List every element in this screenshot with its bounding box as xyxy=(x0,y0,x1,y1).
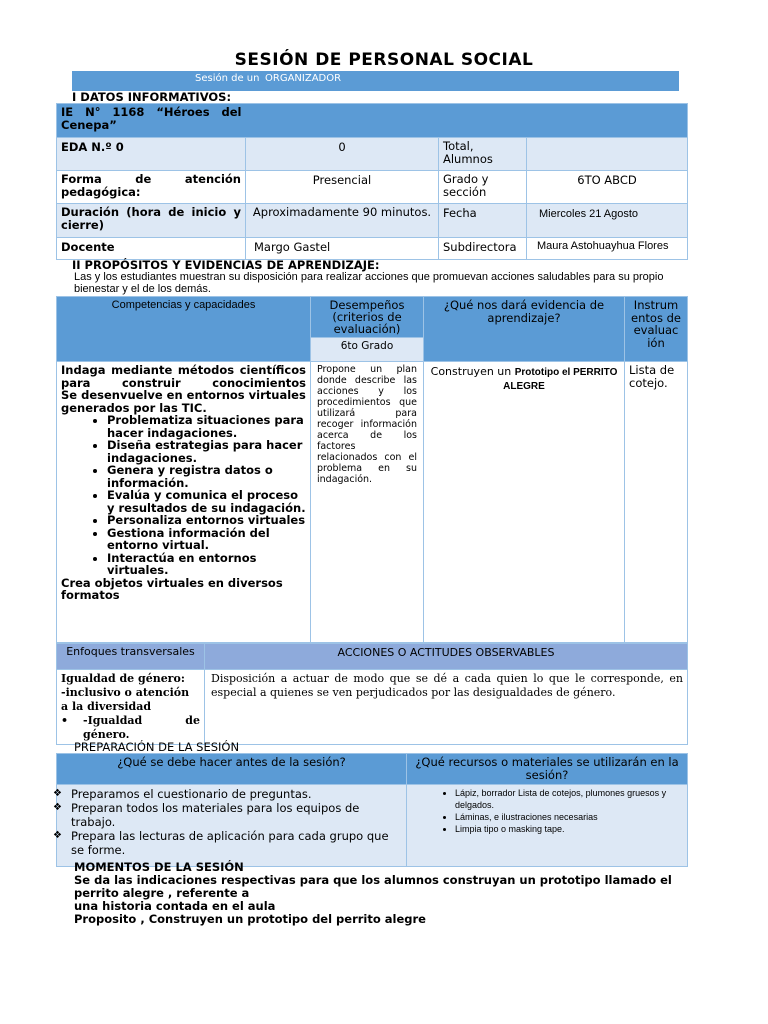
datos-heading: I DATOS INFORMATIVOS: xyxy=(72,90,232,104)
list-item: ❖ Preparamos el cuestionario de preguntas. xyxy=(53,787,312,801)
enfoques-table xyxy=(56,643,688,745)
list-item: • Interactúa en entornos virtuales. xyxy=(107,552,306,577)
col-antes: ¿Qué se debe hacer antes de la sesión? xyxy=(57,754,407,785)
fecha-value: Miercoles 21 Agosto xyxy=(527,204,688,238)
eda-label: EDA N.º 0 xyxy=(57,138,246,171)
list-item: ❖ Preparan todos los materiales para los equipos de trabajo. xyxy=(53,801,360,829)
competencia-crea: Crea objetos virtuales en diversos formatos xyxy=(61,575,283,602)
momentos-line-1: Se da las indicaciones respectivas para que los alumnos construyan un prototipo llamado el perrito alegre , referente a xyxy=(74,873,672,900)
session-type-bar xyxy=(72,71,679,91)
evidencia-product: Prototipo el PERRITO ALEGRE xyxy=(503,367,618,392)
datos-table xyxy=(56,103,688,260)
enfoque-genero: -Igualdad de género. xyxy=(83,714,200,741)
acciones-label: ACCIONES O ACTITUDES OBSERVABLES xyxy=(205,644,688,670)
momentos-line-3: Proposito , Construyen un prototipo del perrito alegre xyxy=(74,912,426,926)
duracion-label: Duración (hora de inicio y cierre) xyxy=(57,204,246,238)
diamond-bullet-icon: ❖ xyxy=(53,788,62,799)
list-item: • Gestiona información del entorno virtual. xyxy=(107,527,306,552)
evidencia-cell xyxy=(424,362,625,643)
col-instrumentos: Instrum entos de evaluac ión xyxy=(625,297,688,362)
list-item: • Láminas, e ilustraciones necesarias xyxy=(455,811,683,823)
session-type-value: ORGANIZADOR xyxy=(265,73,342,84)
col-competencias: Competencias y capacidades xyxy=(57,297,311,362)
propositos-intro: Las y los estudiantes muestran su disposición para realizar acciones que promuevan acciones saludables para su propio bienestar y el de los demás. xyxy=(74,271,664,295)
propositos-heading: II PROPÓSITOS Y EVIDENCIAS DE APRENDIZAJE: xyxy=(72,258,380,272)
subdirectora-value: Maura Astohuayhua Flores xyxy=(527,238,688,260)
enfoque-igualdad: Igualdad de género: xyxy=(61,672,185,685)
capacidades-list xyxy=(61,414,306,577)
fecha-label: Fecha xyxy=(439,204,527,238)
docente-value: Margo Gastel xyxy=(246,238,439,260)
list-item: • Evalúa y comunica el proceso y resultados de su indagación. xyxy=(107,489,306,514)
enfoques-cell xyxy=(57,670,205,745)
total-label: Total, Alumnos xyxy=(439,138,527,171)
list-item: • Personaliza entornos virtuales xyxy=(107,514,306,527)
col-evidencia: ¿Qué nos dará evidencia de aprendizaje? xyxy=(424,297,625,362)
list-item: • Genera y registra datos o información. xyxy=(107,464,306,489)
preparacion-heading: PREPARACIÓN DE LA SESIÓN xyxy=(74,740,240,754)
list-item: ❖ Prepara las lecturas de aplicación para cada grupo que se forme. xyxy=(53,829,389,857)
grado-label: Grado y sección xyxy=(439,171,527,204)
subdirectora-label: Subdirectora xyxy=(439,238,527,260)
competencia-tic: Se desenvuelve en entornos virtuales generados por las TIC. xyxy=(61,388,306,415)
col-desempenos: Desempeños (criterios de evaluación) xyxy=(311,297,424,338)
list-item: • Problematiza situaciones para hacer indagaciones. xyxy=(107,414,306,439)
instrumento-text: Lista de cotejo. xyxy=(625,362,688,643)
duracion-value: Aproximadamente 90 minutos. xyxy=(246,204,439,238)
eda-value: 0 xyxy=(246,138,439,171)
momentos-line-2: una historia contada en el aula xyxy=(74,899,276,913)
forma-value: Presencial xyxy=(246,171,439,204)
bullet-icon: • xyxy=(61,714,69,727)
competencias-cell xyxy=(57,362,311,643)
diamond-bullet-icon: ❖ xyxy=(53,802,62,813)
col-grado: 6to Grado xyxy=(311,338,424,362)
recursos-list xyxy=(411,787,683,835)
page-title: SESIÓN DE PERSONAL SOCIAL xyxy=(234,50,534,70)
momentos-heading: MOMENTOS DE LA SESIÓN xyxy=(74,860,244,874)
enfoques-label: Enfoques transversales xyxy=(57,644,205,670)
evidencia-prefix: Construyen un xyxy=(430,365,515,378)
competencia-indaga: Indaga mediante métodos científicos para construir conocimientos xyxy=(61,363,306,390)
grado-value: 6TO ABCD xyxy=(527,171,688,204)
session-type-label: Sesión de un xyxy=(195,73,260,84)
total-value xyxy=(527,138,688,171)
propositos-table xyxy=(56,296,688,643)
enfoque-genero-item xyxy=(61,714,200,742)
momentos-section xyxy=(74,861,694,926)
list-item: • Diseña estrategias para hacer indagaciones. xyxy=(107,439,306,464)
desempeno-text: Propone un plan donde describe las acciones y los procedimientos que utilizará para recoger información acerca de los factores relacionados con el problema en su indagación. xyxy=(311,362,424,643)
list-item: • Lápiz, borrador Lista de cotejos, plumones gruesos y delgados. xyxy=(455,787,683,811)
col-recursos: ¿Qué recursos o materiales se utilizarán en la sesión? xyxy=(407,754,688,785)
accion-text: Disposición a actuar de modo que se dé a cada quien lo que le corresponde, en especial a quienes se ven perjudicados por las desigualdades de género. xyxy=(205,670,688,745)
enfoque-inclusivo: -inclusivo o atención a la diversidad xyxy=(61,686,190,713)
docente-label: Docente xyxy=(57,238,246,260)
antes-cell xyxy=(53,785,407,867)
recursos-cell xyxy=(407,785,688,867)
list-item: • Limpia tipo o masking tape. xyxy=(455,823,683,835)
diamond-bullet-icon: ❖ xyxy=(53,830,62,841)
forma-label: Forma de atención pedagógica: xyxy=(57,171,246,204)
preparacion-table xyxy=(53,753,688,867)
ie-name: IE N° 1168 “Héroes del Cenepa” xyxy=(57,104,246,138)
